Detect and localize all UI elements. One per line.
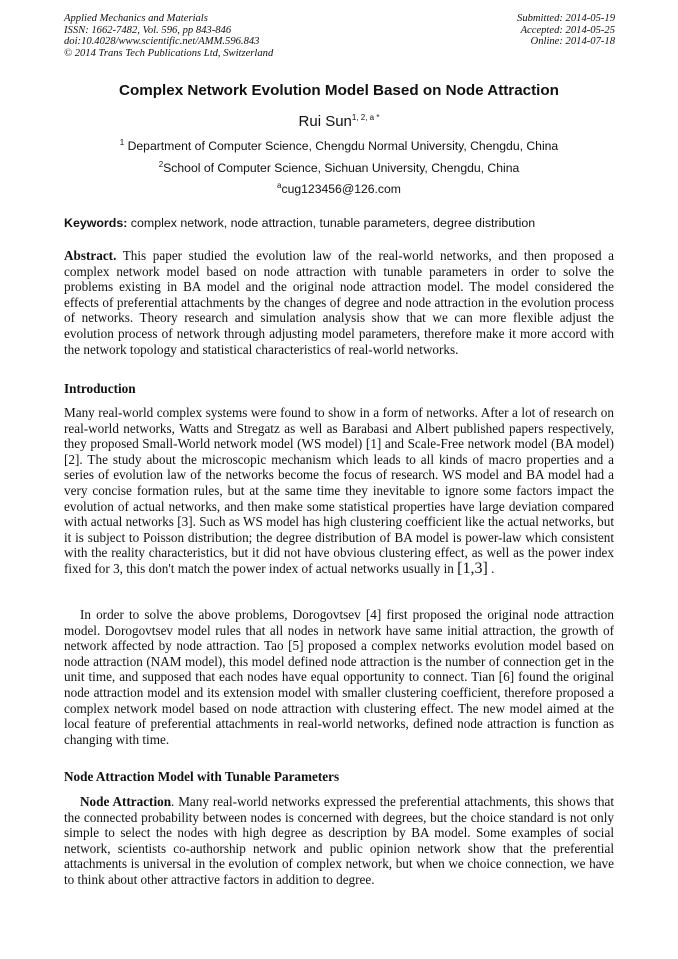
accepted-date: Accepted: 2014-05-25 bbox=[520, 24, 615, 36]
email-text: cug123456@126.com bbox=[281, 182, 401, 196]
submitted-date: Submitted: 2014-05-19 bbox=[517, 13, 615, 24]
node-attraction-label: Node Attraction bbox=[80, 794, 172, 809]
introduction-p1-end: . bbox=[487, 560, 495, 576]
introduction-heading: Introduction bbox=[64, 381, 136, 396]
header-left bbox=[64, 13, 273, 59]
header-right bbox=[517, 13, 615, 48]
introduction-paragraph-1 bbox=[64, 405, 614, 577]
abstract bbox=[64, 248, 614, 357]
affiliation-1-text: Department of Computer Science, Chengdu Normal University, Chengdu, China bbox=[124, 139, 559, 153]
affiliation-2-sup: 2 bbox=[158, 159, 164, 169]
keywords-label: Keywords: bbox=[64, 216, 128, 230]
author-name: Rui Sun bbox=[298, 113, 352, 130]
issn-line: ISSN: 1662-7482, Vol. 596, pp 843-846 bbox=[64, 24, 232, 36]
section-2-paragraph bbox=[64, 794, 614, 888]
section-2-text: . Many real-world networks expressed the preferential attachments, this shows that the connected probability between nodes is concerned with degrees, but the choice standard is not only simple to select the nodes with high degree as description by BA model. Some examples of social network, scientists co-authorship network and public opinion network show that the preferential attachments is universal in the evolution of complex network, but when we choice connection, we have to think about other attractive factors in addition to degree. bbox=[64, 794, 614, 887]
email-line bbox=[0, 182, 678, 196]
affiliation-1 bbox=[0, 139, 678, 153]
author-line bbox=[0, 113, 678, 130]
doi-line: doi:10.4028/www.scientific.net/AMM.596.843 bbox=[64, 36, 260, 48]
affiliation-2 bbox=[0, 161, 678, 175]
affiliation-1-sup: 1 bbox=[119, 137, 125, 147]
email-sup: a bbox=[277, 180, 282, 190]
paper-title: Complex Network Evolution Model Based on Node Attraction bbox=[119, 82, 559, 99]
introduction-p1-citation: [1,3] bbox=[457, 559, 488, 577]
keywords bbox=[64, 216, 535, 230]
introduction-paragraph-2: In order to solve the above problems, Dorogovtsev [4] first proposed the original node attraction model. Dorogovtsev model rules that all nodes in network have same initial attraction, the growth of network affected by node attraction. Tao [5] proposed a complex networks evolution model based on node attraction (NAM model), this model defined node attraction is the number of connection get in the unit time, and supposed that each nodes have equal opportunity to connect. Tian [6] found the original node attraction model and its extension model with smaller clustering coefficient, therefore proposed a complex network model based on node attraction with clustering effect. The new model aimed at the local feature of preferential attachments in real-world networks, defined node attraction is function as changing with time. bbox=[64, 607, 614, 747]
copyright-line: © 2014 Trans Tech Publications Ltd, Switzerland bbox=[64, 47, 274, 59]
online-date: Online: 2014-07-18 bbox=[530, 36, 615, 48]
abstract-label: Abstract. bbox=[64, 248, 117, 263]
affiliation-2-text: School of Computer Science, Sichuan University, Chengdu, China bbox=[163, 161, 520, 175]
abstract-text: This paper studied the evolution law of the real-world networks, and then proposed a complex network model based on node attraction with tunable parameters in order to solve the problems existing in BA model and the original node attraction model. The model considered the effects of preferential attachments by the changes of degree and node attraction in the evolution process of networks. Theory research and simulation analysis show that we can more flexible adjust the evolution process of network through adjusting model parameters, therefore make it more accord with the network topology and statistical characteristics of real-world networks. bbox=[64, 248, 614, 357]
keywords-text: complex network, node attraction, tunable parameters, degree distribution bbox=[127, 216, 536, 230]
journal-name: Applied Mechanics and Materials bbox=[64, 13, 208, 24]
author-sup: 1, 2, a * bbox=[351, 113, 380, 122]
section-2-heading: Node Attraction Model with Tunable Parameters bbox=[64, 769, 340, 784]
introduction-p1-text: Many real-world complex systems were found to show in a form of networks. After a lot of research on real-world networks, Watts and Stregatz as well as Barabasi and Albert published papers respectively, they proposed Small-World network model (WS model) [1] and Scale-Free network model (BA model) [2]. The study about the microscopic mechanism which leads to all kinds of macro properties and a series of evolution law of the networks become the focus of research. WS model and BA model had a very concise formation rules, but at the same time they inevitable to ignore some factors impact the evolution of actual networks, and then make some statistical properties have large deviation compared with actual networks [3]. Such as WS model has high clustering coefficient like the actual networks, but it is subject to Poisson distribution; the degree distribution of BA model is power-law which consistent with the reality characteristics, but it did not have obvious clustering effect, as well as the power index fixed for 3, this don't match the power index of actual networks usually in bbox=[64, 405, 614, 576]
